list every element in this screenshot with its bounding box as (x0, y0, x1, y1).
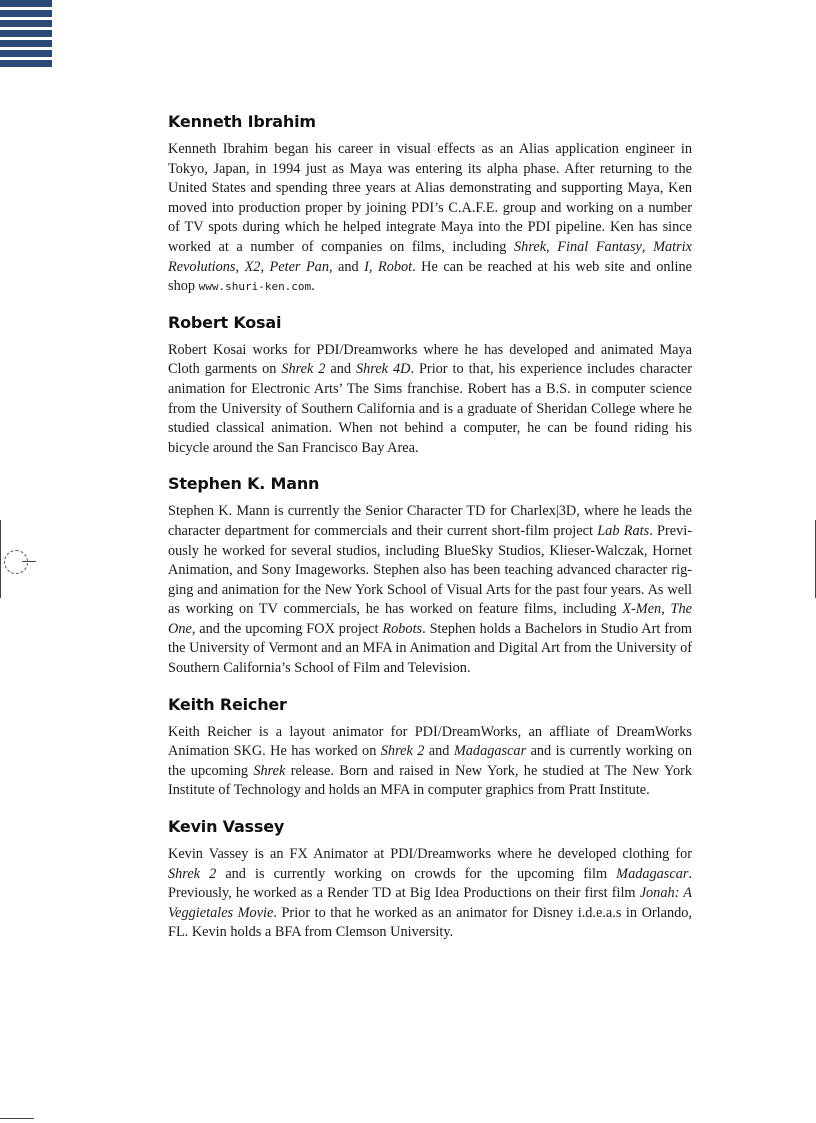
registration-circle-mark (4, 550, 28, 574)
bio-name: Kenneth Ibrahim (168, 112, 316, 131)
title-italic: X2 (244, 258, 261, 275)
text-run: , and the upcoming FOX project (191, 620, 383, 637)
bio-text (168, 140, 692, 297)
web-address: www.shuri-ken.com (198, 280, 312, 294)
title-italic: Shrek 4D (356, 361, 411, 378)
title-italic: Shrek 2 (281, 361, 326, 378)
bio-stephen-k-mann (168, 474, 692, 678)
bio-name: Robert Kosai (168, 312, 282, 332)
bio-name: Stephen K. Mann (168, 474, 320, 494)
bio-name: Keith Reicher (168, 694, 287, 714)
text-run: and is currently working on the upcoming (168, 743, 692, 779)
corner-stripe-mark (0, 0, 52, 70)
title-italic: Peter Pan (269, 258, 329, 275)
bio-name: Kevin Vassey (168, 817, 285, 837)
title-italic: Shrek 2 (168, 865, 217, 882)
title-italic: Matrix Revolutions (168, 238, 692, 275)
registration-line-left (0, 520, 1, 598)
bio-text (168, 845, 692, 943)
text-run: . Prior to that he worked as an animator for Disney i.d.e.a.s in Orlando, FL. Kevin holds a BFA from Clemson University. (168, 904, 693, 941)
text-run: . Previously, he worked as a Render TD at Big Idea Productions on their first film (168, 865, 693, 902)
title-italic: Robots (382, 620, 423, 637)
bio-text (168, 723, 692, 801)
title-italic: Shrek (253, 762, 286, 779)
text-run: , (661, 601, 671, 618)
title-italic: X-Men (622, 601, 662, 618)
text-run: . Prior to that, his experience includes character animation for Electronic Arts’ The Sims franchise. Robert has a B.S. in computer science from the University of Southern California and is a graduate of Sheridan College where he studied classical animation. When not behind a computer, he can be found riding his bicycle around the San Francisco Bay Area. (168, 361, 692, 456)
title-italic: Madagascar (616, 865, 689, 882)
text-run: . Previ-ously he worked for several studios, including BlueSky Studios, Klieser-Walczak, Hornet Animation, and Sony Imageworks. Stephen also has been teaching advanced character rig-ging and animation for the New York School of Visual Arts for the past four years. As well as working on TV commercials, he has worked on feature films, including (168, 522, 692, 618)
bio-kevin-vassey (168, 817, 692, 943)
text-run: Stephen K. Mann is currently the Senior Character TD for Charlex|3D, where he leads the character department for commercials and their current short-film project (168, 503, 692, 539)
text-run: , (260, 258, 270, 275)
bio-robert-kosai (168, 313, 692, 459)
text-run: and (424, 743, 454, 760)
text-run: . (311, 278, 315, 295)
crop-mark-bottom-left (0, 1118, 34, 1119)
title-italic: Final Fantasy (557, 238, 642, 255)
registration-tick-left (22, 561, 36, 562)
text-run: Kevin Vassey is an FX Animator at PDI/Dreamworks where he developed clothing for (168, 846, 692, 863)
text-run: , (641, 238, 654, 255)
text-run: , (546, 238, 558, 255)
text-run: Keith Reicher is a layout animator for PDI/DreamWorks, an affliate of DreamWorks Animation SKG. He has worked on (168, 723, 692, 760)
bio-kenneth-ibrahim (168, 112, 692, 297)
contributor-bios (168, 112, 692, 959)
text-run: Kenneth Ibrahim began his career in visual effects as an Alias application engineer in Tokyo, Japan, in 1994 just as Maya was entering its alpha phase. After returning to the United States and spending three years at Alias demonstrating and supporting Maya, Ken moved into production proper by joining PDI’s C.A.F.E. group and working on a number of TV spots during which he helped integrate Maya into the PDI pipeline. Ken has since worked at a number of companies on films, including (168, 141, 692, 255)
title-italic: Shrek (514, 238, 547, 255)
bio-text (168, 341, 692, 459)
title-italic: Madagascar (453, 743, 527, 760)
text-run: . Stephen holds a Bachelors in Studio Art from the University of Vermont and an MFA in Animation and Digital Art from the University of Southern California’s School of Film and Television. (168, 620, 692, 677)
title-italic: Shrek 2 (380, 743, 425, 760)
bio-keith-reicher (168, 695, 692, 801)
text-run: and is currently working on crowds for the upcoming film (216, 865, 617, 882)
title-italic: The One (168, 601, 692, 637)
bio-text (168, 502, 692, 678)
text-run: Robert Kosai works for PDI/Dreamworks where he has developed and animated Maya Cloth garments on (168, 341, 692, 378)
title-italic: I, Robot (364, 258, 413, 275)
text-run: , (235, 258, 245, 275)
text-run: . He can be reached at his web site and online shop (168, 258, 692, 295)
text-run: and (325, 361, 356, 378)
text-run: , and (328, 258, 365, 275)
text-run: release. Born and raised in New York, he studied at The New York Institute of Technology and holds an MFA in computer graphics from Pratt Institute. (168, 762, 692, 799)
title-italic: Jonah: A Veggietales Movie (168, 885, 692, 921)
title-italic: Lab Rats (597, 522, 650, 539)
